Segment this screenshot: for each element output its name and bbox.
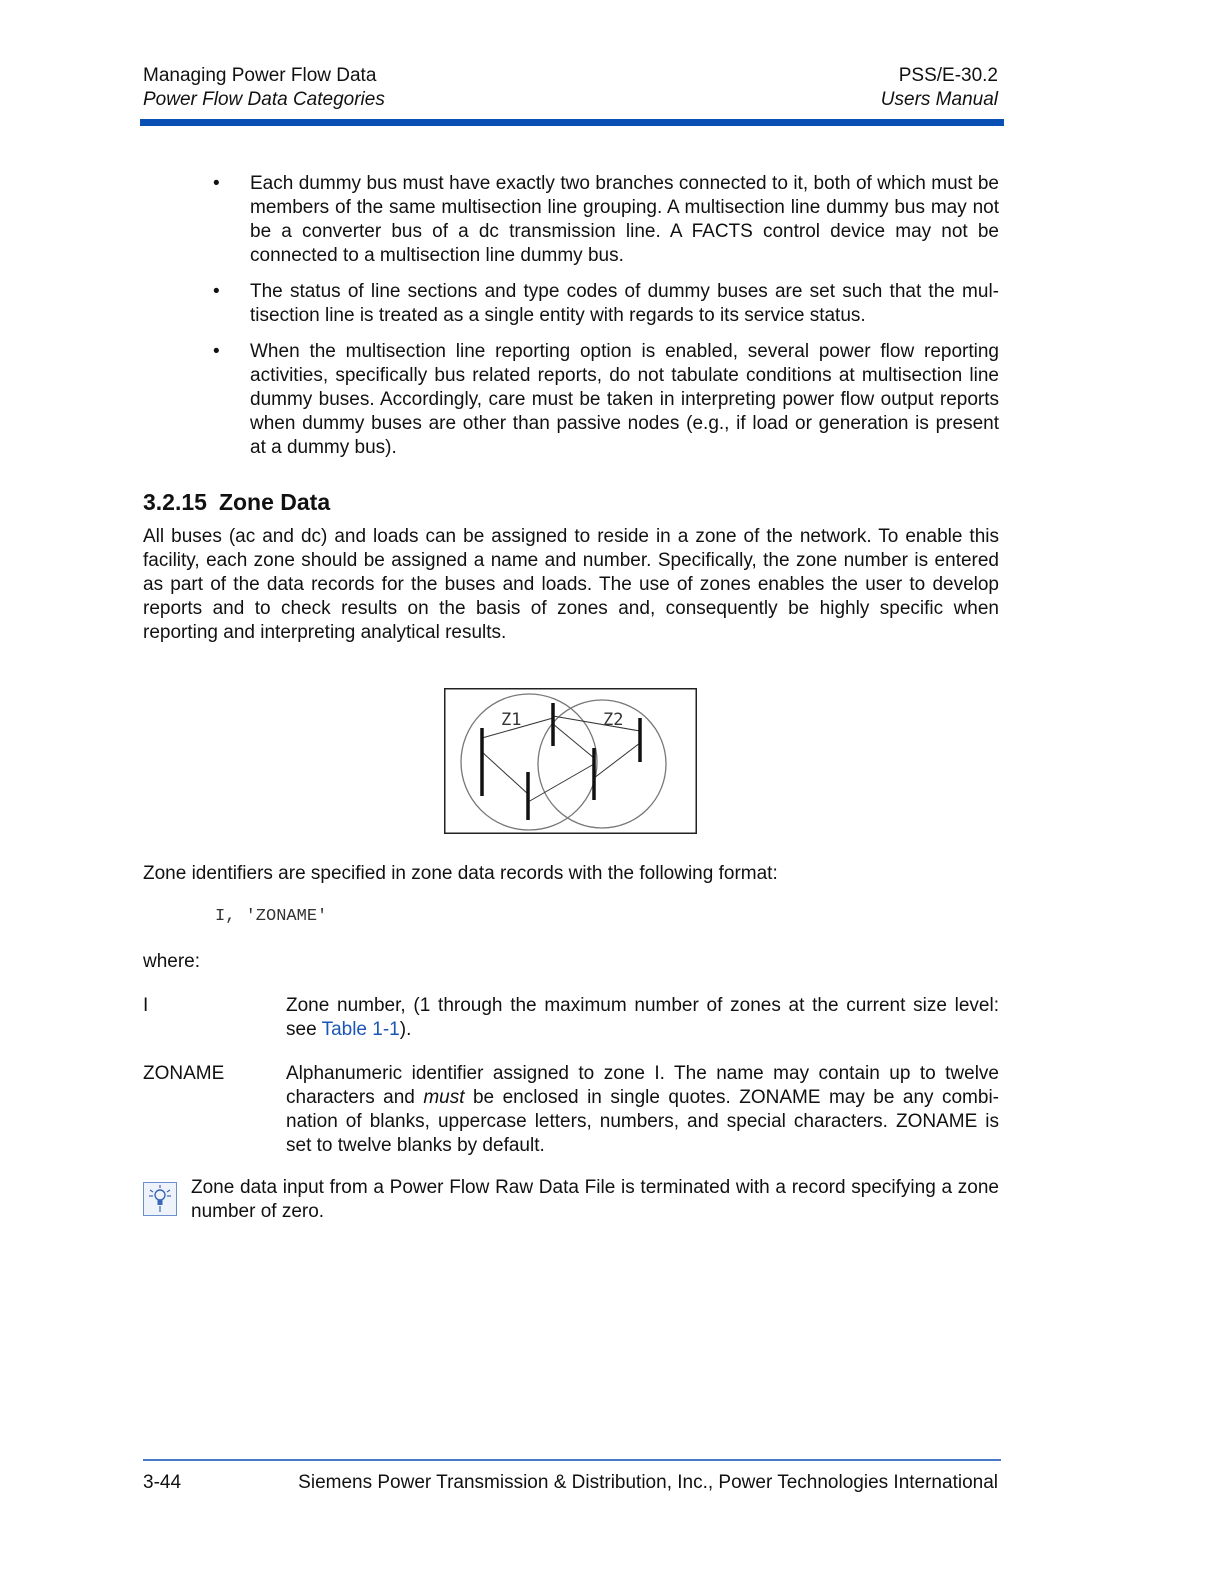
list-item-text: When the multisection line reporting option is enabled, several power flow reporting activities, specifically bus related reports, do not tabulate conditions at multisection line dummy buses. Accordingly, care must be taken in interpreting power flow output reports when dummy buses are other than passive nodes (e.g., if load or generation is present at a dummy bus). (250, 341, 999, 458)
section-heading (143, 488, 330, 516)
definition-text: ). (399, 1019, 412, 1040)
header-section-title: Power Flow Data Categories (143, 89, 385, 110)
section-number: 3.2.15 (143, 489, 207, 515)
definition-term: ZONAME (143, 1063, 225, 1084)
list-item (213, 172, 999, 268)
header-chapter-title: Managing Power Flow Data (143, 65, 377, 86)
page-footer (143, 1472, 998, 1494)
definition-description (286, 994, 999, 1042)
intro-paragraph: All buses (ac and dc) and loads can be assigned to reside in a zone of the network. To enable this facility, each zone should be assigned a name and number. Specifically, the zone number is entered as part of the data records for the buses and loads. The use of zones enables the user to develop reports and to check results on the basis of zones and, consequently be highly specific when reporting and interpreting analytical results. (143, 526, 999, 643)
format-code: I, 'ZONAME' (215, 907, 328, 926)
header-rule (140, 119, 1004, 126)
definition-emphasis: must (423, 1087, 465, 1108)
bullet-list (213, 172, 999, 472)
section-title: Zone Data (218, 489, 331, 515)
list-item-text: The status of line sections and type codes of dummy buses are set such that the mul-tisection line is treated as a single entity with regards to its service status. (250, 281, 999, 326)
bullet-icon: • (213, 281, 220, 302)
zone1-label: Z1 (501, 710, 522, 730)
bullet-icon: • (213, 341, 220, 362)
page-number: 3-44 (143, 1472, 182, 1493)
lightbulb-tip-icon (143, 1182, 177, 1216)
tip-note-text: Zone data input from a Power Flow Raw Data File is terminated with a record specifying a zone number of zero. (191, 1177, 999, 1222)
format-intro: Zone identifiers are specified in zone data records with the following format: (143, 863, 778, 884)
definition-description (286, 1062, 999, 1158)
definition-text: Alphanumeric identifier assigned to zone I. The name may contain up to twelve characters and (286, 1063, 999, 1108)
footer-publisher: Siemens Power Transmission & Distribution, Inc., Power Technologies International (298, 1472, 998, 1493)
footer-rule (143, 1459, 1001, 1461)
where-label: where: (143, 951, 201, 972)
page-header (143, 64, 998, 112)
bullet-icon: • (213, 173, 220, 194)
list-item (213, 280, 999, 328)
header-doc-id: PSS/E-30.2 (898, 65, 998, 86)
list-item (213, 340, 999, 460)
zone2-label: Z2 (603, 710, 624, 730)
definition-term: I (143, 995, 149, 1016)
header-doc-name: Users Manual (880, 89, 998, 110)
definition-text: be enclosed in single quotes. ZONAME may be any combi-nation of blanks, uppercase letters, numbers, and special characters. ZONAME is set to twelve blanks by default. (286, 1087, 999, 1156)
definition-text: Zone number, (1 through the maximum number of zones at the current size level: see (286, 995, 999, 1040)
list-item-text: Each dummy bus must have exactly two branches connected to it, both of which must be members of the same multisection line grouping. A multisection line dummy bus may not be a converter bus of a dc transmission line. A FACTS control device may not be connected to a multisection line dummy bus. (250, 173, 999, 266)
table-reference-link[interactable]: Table 1-1 (321, 1019, 400, 1040)
zone-diagram (444, 688, 697, 834)
